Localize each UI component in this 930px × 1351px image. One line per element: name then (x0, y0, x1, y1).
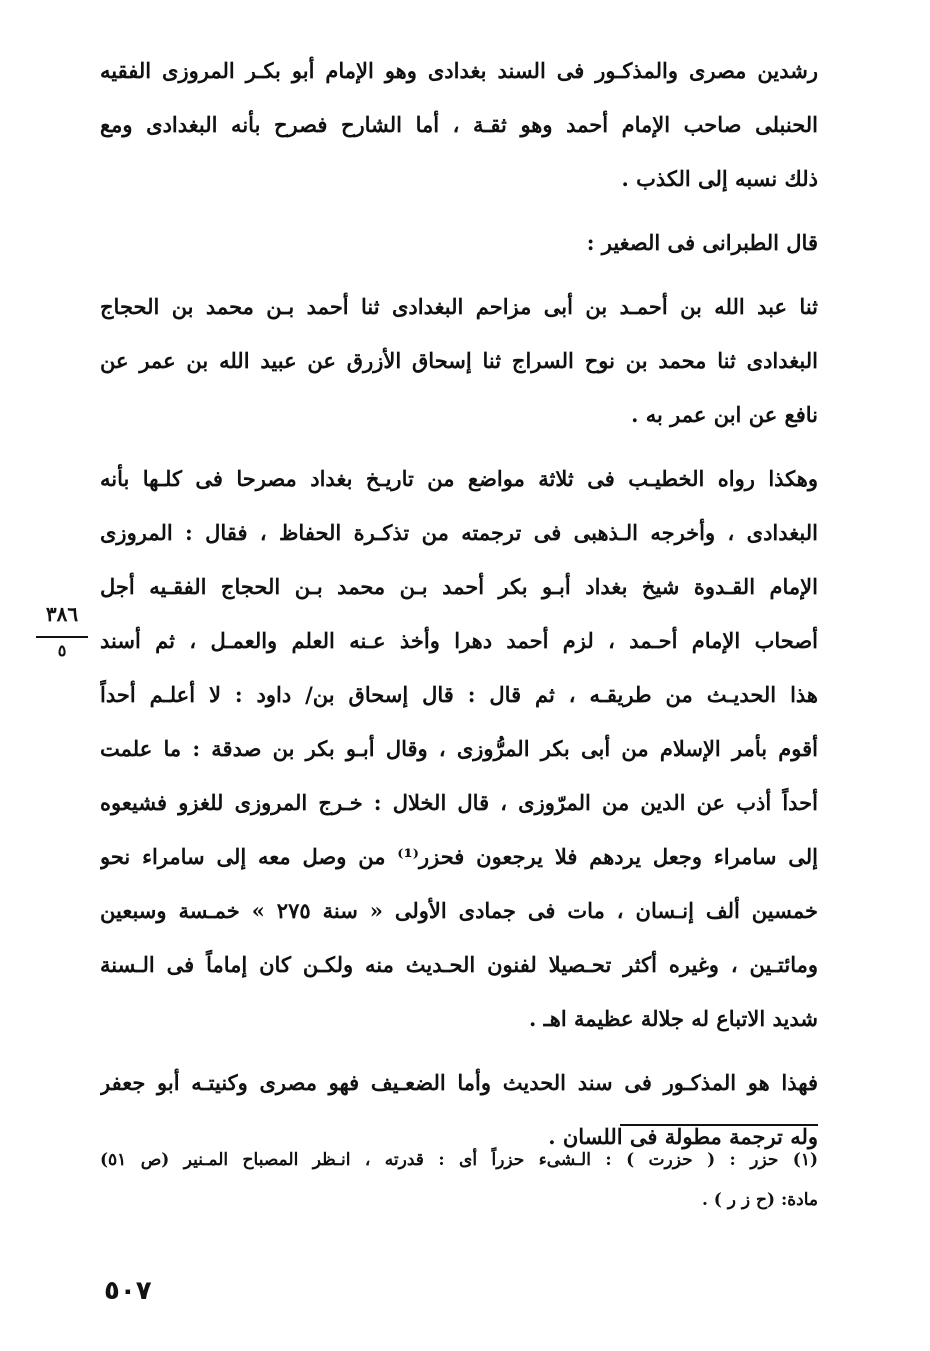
text-line: أصحاب الإمام أحـمد ، لزم أحمد دهرا وأخذ عـنه العلم والعمـل ، ثم أسند (100, 628, 818, 653)
footnote-divider (620, 1124, 818, 1126)
footnote-line: (١) حزر : ( حزرت ) : الـشىء حزراً أى : قدرته ، انـظر المصباح المـنير (ص ٥١) (100, 1150, 818, 1170)
text-line: البغدادى ثنا محمد بن نوح السراج ثنا إسحاق الأزرق عن عبيد الله بن عمر عن (100, 348, 818, 373)
text-line: الحنبلى صاحب الإمام أحمد وهو ثقـة ، أما الشارح فصرح بأنه البغدادى ومع (100, 112, 818, 137)
paragraph-1 (100, 44, 818, 206)
margin-reference (36, 600, 88, 660)
main-text (100, 44, 818, 1164)
paragraph-3-isnad (100, 280, 818, 442)
text-line: رشدين مصرى والمذكـور فى السند بغدادى وهو الإمام أبو بكـر المروزى الفقيه (100, 58, 818, 83)
text-line: ذلك نسبه إلى الكذب . (621, 166, 818, 191)
paragraph-2-heading (100, 216, 818, 270)
paragraph-4 (100, 452, 818, 1046)
page-number: ٥٠٧ (104, 1276, 152, 1306)
margin-reference-volume: ٣٨٦ (45, 602, 79, 626)
text-line: نافع عن ابن عمر به . (631, 402, 818, 427)
text-line: فهذا هو المذكـور فى سند الحديث وأما الضعـيف فهو مصرى وكنيتـه أبو جعفر (100, 1070, 818, 1095)
text-line: هذا الحديـث من طريقـه ، ثم قال : قال إسحاق بن/ داود : لا أعلـم أحداً (100, 682, 818, 707)
footnote-line: مادة: (ح ز ر ) . (701, 1190, 818, 1210)
text-line: البغدادى ، وأخرجه الـذهبى فى ترجمته من تذكـرة الحفاظ ، فقال : المروزى (100, 520, 818, 545)
margin-reference-divider (36, 636, 88, 638)
text-line: وله ترجمة مطولة فى اللسان . (548, 1124, 818, 1149)
text-line: خمسين ألف إنـسان ، مات فى جمادى الأولى « سنة ٢٧٥ » خمـسة وسبعين (100, 898, 818, 923)
text-line: أقوم بأمر الإسلام من أبى بكر المرُّوزى ، وقال أبـو بكر بن صدقة : ما علمت (100, 736, 818, 761)
text-line: قال الطبرانى فى الصغير : (586, 230, 818, 255)
margin-reference-part: ٥ (57, 641, 67, 660)
text-line: الإمام القـدوة شيخ بغداد أبـو بكر أحمد بـن محمد بـن الحجاج الفقـيه أجل (100, 574, 818, 599)
text-line: وهكذا رواه الخطيـب فى ثلاثة مواضع من تاريـخ بغداد مصرحا فى كلـها بأنه (100, 466, 818, 491)
footnote (100, 1140, 818, 1220)
text-line: شديد الاتباع له جلالة عظيمة اهـ . (529, 1006, 818, 1031)
text-line: إلى سامراء وجعل يردهم فلا يرجعون فحزر⁽¹⁾ من وصل معه إلى سامراء نحو (100, 844, 818, 869)
text-line: ومائتـين ، وغيره أكثر تحـصيلا لفنون الحـديث منه ولكـن كان إماماً فى الـسنة (100, 952, 818, 977)
text-line: ثنا عبد الله بن أحمـد بن أبى مزاحم البغدادى ثنا أحمد بـن محمد بن الحجاج (100, 294, 818, 319)
text-line: أحداً أذب عن الدين من المرّوزى ، قال الخلال : خـرج المروزى للغزو فشيعوه (100, 790, 818, 815)
